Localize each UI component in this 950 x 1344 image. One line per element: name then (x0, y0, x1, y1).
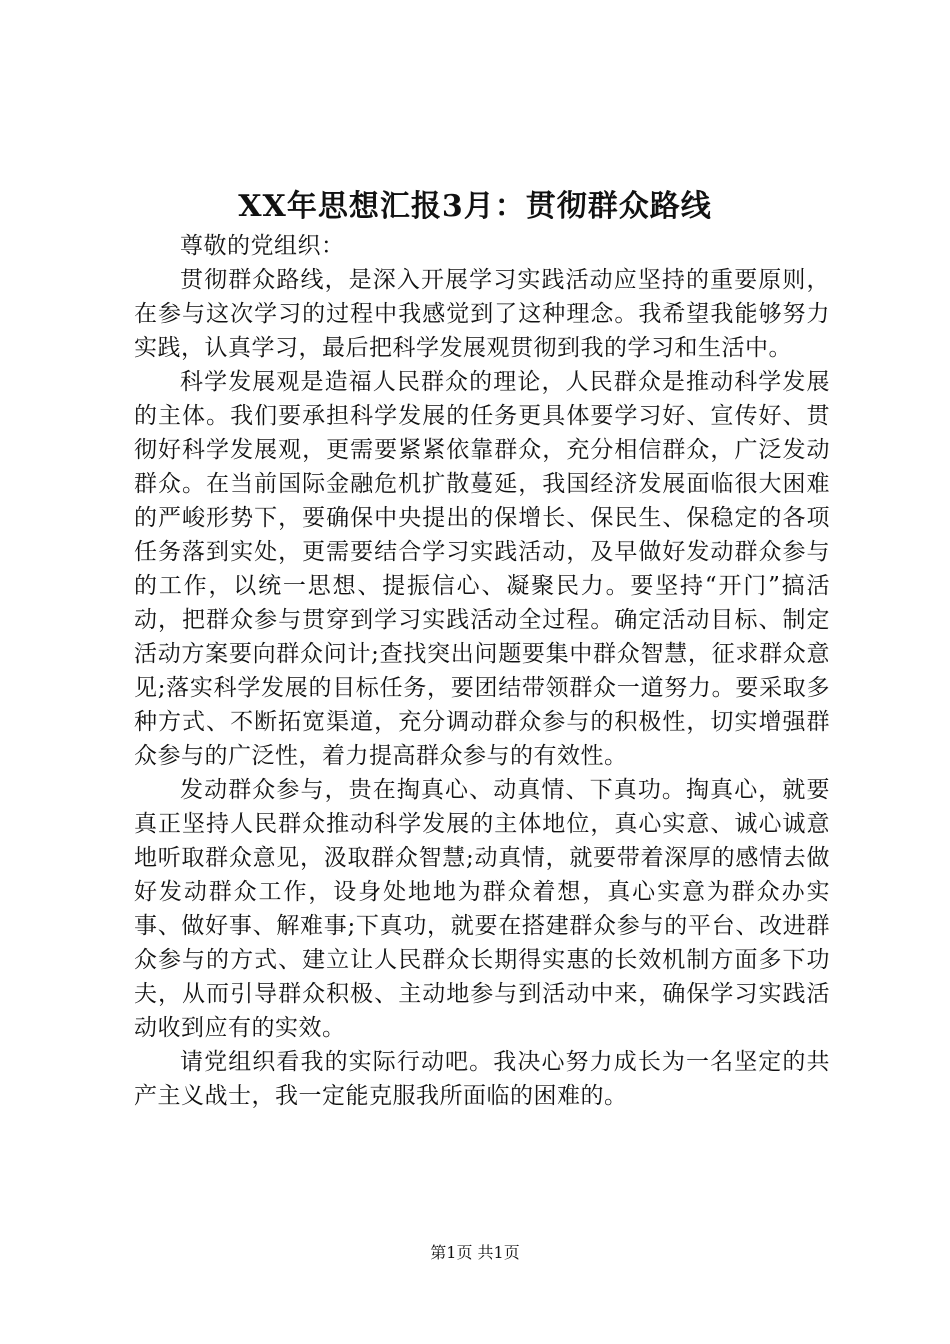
paragraph-4: 请党组织看我的实际行动吧。我决心努力成长为一名坚定的共产主义战士，我一定能克服我所面临的困难的。 (134, 1049, 830, 1109)
page-number-footer: 第1页 共1页 (430, 1243, 520, 1262)
paragraph-3: 发动群众参与，贵在掏真心、动真情、下真功。掏真心，就要真正坚持人民群众推动科学发展的主体地位，真心实意、诚心诚意地听取群众意见，汲取群众智慧;动真情，就要带着深厚的感情去做好发动群众工作，设身处地地为群众着想，真心实意为群众办实事、做好事、解难事;下真功，就要在搭建群众参与的平台、改进群众参与的方式、建立让人民群众长期得实惠的长效机制方面多下功夫，从而引导群众积极、主动地参与到活动中来，确保学习实践活动收到应有的实效。 (134, 777, 830, 1041)
document-body (134, 229, 830, 1113)
salutation: 尊敬的党组织： (180, 233, 345, 259)
paragraph-2: 科学发展观是造福人民群众的理论，人民群众是推动科学发展的主体。我们要承担科学发展的任务更具体要学习好、宣传好、贯彻好科学发展观，更需要紧紧依靠群众，充分相信群众，广泛发动群众。在当前国际金融危机扩散蔓延，我国经济发展面临很大困难的严峻形势下，要确保中央提出的保增长、保民生、保稳定的各项任务落到实处，更需要结合学习实践活动，及早做好发动群众参与的工作，以统一思想、提振信心、凝聚民力。要坚持“开门”搞活动，把群众参与贯穿到学习实践活动全过程。确定活动目标、制定活动方案要向群众问计;查找突出问题要集中群众智慧，征求群众意见;落实科学发展的目标任务，要团结带领群众一道努力。要采取多种方式、不断拓宽渠道，充分调动群众参与的积极性，切实增强群众参与的广泛性，着力提高群众参与的有效性。 (134, 369, 830, 769)
paragraph-1: 贯彻群众路线，是深入开展学习实践活动应坚持的重要原则，在参与这次学习的过程中我感觉到了这种理念。我希望我能够努力实践，认真学习，最后把科学发展观贯彻到我的学习和生活中。 (134, 267, 830, 361)
document-title: XX年思想汇报3月：贯彻群众路线 (238, 189, 712, 224)
